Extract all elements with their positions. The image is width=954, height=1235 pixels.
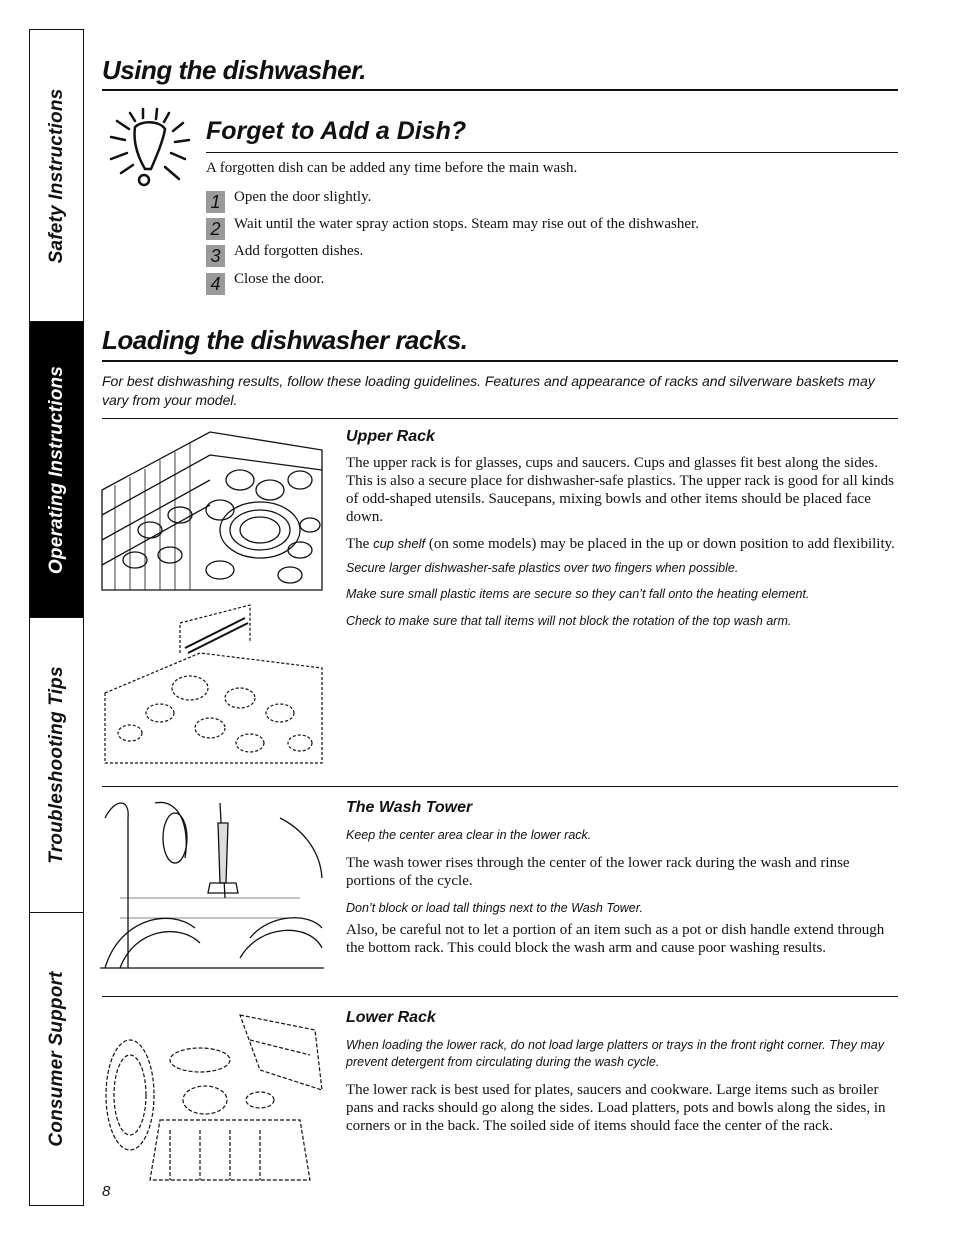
forget-intro: A forgotten dish can be added any time before the main wash. — [206, 160, 578, 176]
upper-rack-note: Make sure small plastic items are secure so they can’t fall onto the heating element. — [346, 587, 810, 601]
tab-consumer-support[interactable] — [30, 913, 83, 1205]
step-number: 4 — [206, 273, 225, 295]
step-text: Open the door slightly. — [234, 189, 372, 205]
wash-tower-illustration — [100, 798, 324, 973]
exclamation-burst-icon — [105, 107, 195, 192]
upper-rack-heading: Upper Rack — [346, 428, 435, 445]
wash-tower-note: Don’t block or load tall things next to the Wash Tower. — [346, 901, 643, 915]
tab-safety-instructions[interactable] — [30, 30, 83, 322]
lower-rack-section — [346, 1009, 898, 1135]
upper-rack-illustration — [100, 430, 324, 595]
step-text: Add forgotten dishes. — [234, 243, 364, 259]
step-number: 3 — [206, 245, 225, 267]
tab-troubleshooting-tips[interactable] — [30, 618, 83, 913]
divider — [102, 418, 898, 419]
text: The — [346, 536, 374, 552]
upper-rack-note: Check to make sure that tall items will not block the rotation of the top wash arm. — [346, 614, 792, 628]
lower-rack-paragraph: The lower rack is best used for plates, saucers and cookware. Large items such as broiler pans and racks should go along the sides. Load platters, pots and bowls along the sides, in corners or in the back. The soiled side of items should face the center of the rack. — [346, 1082, 886, 1134]
upper-rack-section — [346, 428, 898, 630]
wash-tower-paragraph: The wash tower rises through the center of the lower rack during the wash and rinse portions of the cycle. — [346, 855, 850, 889]
lower-rack-note: When loading the lower rack, do not load large platters or trays in the front right corner. They may prevent detergent from circulating during the wash cycle. — [346, 1038, 884, 1069]
cup-shelf-paragraph — [346, 535, 898, 553]
tab-label: Consumer Support — [45, 971, 67, 1147]
subsection-rule — [206, 152, 898, 153]
section-rule — [102, 360, 898, 362]
upper-rack-note: Secure larger dishwasher-safe plastics over two fingers when possible. — [346, 561, 739, 575]
cup-shelf-term: cup shelf — [373, 536, 426, 551]
step-text: Close the door. — [234, 271, 325, 287]
text: (on some models) may be placed in the up or down position to add flexibility. — [425, 536, 895, 552]
tab-label: Safety Instructions — [45, 88, 67, 263]
wash-tower-section — [346, 799, 898, 957]
section-title-using: Using the dishwasher. — [102, 55, 367, 85]
wash-tower-paragraph: Also, be careful not to let a portion of an item such as a pot or dish handle extend through the bottom rack. This could block the wash arm and cause poor washing results. — [346, 922, 885, 956]
upper-rack-paragraph: The upper rack is for glasses, cups and saucers. Cups and glasses fit best along the sides. This is also a secure place for dishwasher-safe plastics. The upper rack is good for all kinds of odd-shaped utensils. Saucepans, mixing bowls and other items should be placed face down. — [346, 455, 895, 525]
tab-operating-instructions[interactable] — [30, 322, 83, 618]
section-title-loading: Loading the dishwasher racks. — [102, 325, 468, 355]
wash-tower-heading: The Wash Tower — [346, 799, 473, 816]
divider — [102, 786, 898, 787]
lower-rack-heading: Lower Rack — [346, 1009, 436, 1026]
cup-shelf-illustration — [100, 603, 324, 768]
tab-label: Operating Instructions — [45, 365, 67, 574]
side-tab-column — [29, 29, 84, 1206]
step-number: 2 — [206, 218, 225, 240]
step-text: Wait until the water spray action stops. Steam may rise out of the dishwasher. — [234, 216, 699, 232]
section-rule — [102, 89, 898, 91]
lower-rack-illustration — [100, 1010, 324, 1185]
loading-intro: For best dishwashing results, follow these loading guidelines. Features and appearance of racks and silverware baskets may vary from your model. — [102, 373, 875, 408]
wash-tower-note: Keep the center area clear in the lower rack. — [346, 828, 592, 842]
tab-label: Troubleshooting Tips — [45, 666, 67, 864]
page-number: 8 — [102, 1183, 111, 1200]
divider — [102, 996, 898, 997]
step-number: 1 — [206, 191, 225, 213]
subsection-title-forget: Forget to Add a Dish? — [206, 117, 467, 145]
